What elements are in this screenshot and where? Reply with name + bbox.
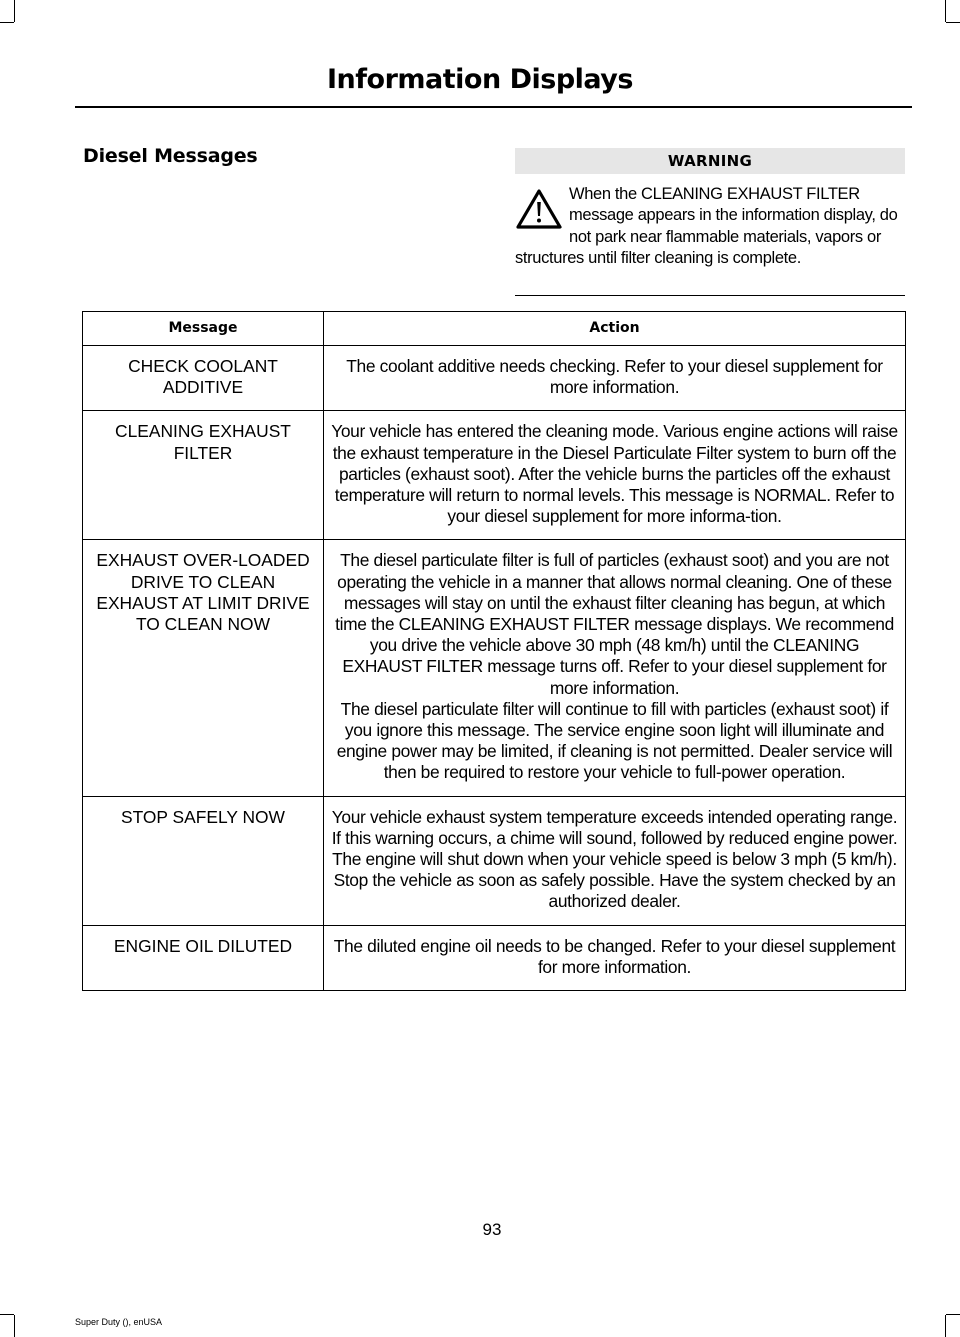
action-cell: [324, 796, 906, 925]
table-row: [83, 346, 906, 411]
diesel-messages-table: [82, 311, 906, 991]
warning-divider: [515, 295, 905, 296]
table-row: [83, 411, 906, 540]
action-cell: [324, 346, 906, 411]
crop-mark: [946, 1314, 960, 1315]
message-text: CLEANING EXHAUST FILTER: [115, 421, 291, 463]
table-header-row: [83, 312, 906, 346]
warning-label: WARNING: [515, 148, 905, 174]
table-row: [83, 925, 906, 990]
action-text: The diesel particulate filter is full of particles (exhaust soot) and you are not operating the vehicle in a manner that allows normal cleaning. One of these messages will stay on until the exhaust filter cleaning has begun, at which time the CLEANING EXHAUST FILTER message displays. We recommend you drive the vehicle above 30 mph (48 km/h) until the CLEANING EXHAUST FILTER message turns off. Refer to your diesel supplement for more information.: [335, 550, 894, 698]
page-number: 93: [482, 1220, 502, 1239]
message-cell: [83, 925, 324, 990]
crop-mark: [0, 22, 14, 23]
crop-mark: [946, 22, 960, 23]
message-text: EXHAUST AT LIMIT DRIVE TO CLEAN NOW: [96, 592, 310, 635]
message-text: EXHAUST OVER-LOADED DRIVE TO CLEAN: [96, 550, 310, 592]
message-cell: [83, 411, 324, 540]
table-row: [83, 796, 906, 925]
section-heading: Diesel Messages: [83, 145, 258, 167]
action-text: Your vehicle has entered the cleaning mode. Various engine actions will raise the exhaust temperature in the Diesel Particulate Filter system to burn off the particles (exhaust soot). After the vehicle burns the particles off the exhaust temperature will return to normal levels. This message is NORMAL. Refer to your diesel supplement for more informa-tion.: [331, 421, 898, 527]
crop-mark: [945, 0, 946, 22]
action-text: The coolant additive needs checking. Refer to your diesel supplement for more information.: [346, 356, 883, 398]
action-cell: [324, 925, 906, 990]
message-cell: [83, 346, 324, 411]
crop-mark: [0, 1314, 14, 1315]
message-cell: [83, 540, 324, 796]
warning-body: When the CLEANING EXHAUST FILTER message appears in the information display, do not park near flammable materials, vapors or structures until filter cleaning is complete.: [515, 185, 898, 268]
page-title: Information Displays: [327, 64, 633, 95]
column-header-message: Message: [83, 312, 324, 346]
crop-mark: [14, 1315, 15, 1337]
footer-edition: Super Duty (), enUSA: [75, 1317, 163, 1327]
message-text: ENGINE OIL DILUTED: [113, 935, 293, 956]
table-row: [83, 540, 906, 796]
warning-text: [515, 184, 907, 270]
column-header-action: Action: [324, 312, 906, 346]
message-cell: [83, 796, 324, 925]
crop-mark: [945, 1315, 946, 1337]
message-text: STOP SAFELY NOW: [121, 806, 285, 827]
crop-mark: [14, 0, 15, 22]
action-cell: [324, 540, 906, 796]
message-text: CHECK COOLANT ADDITIVE: [128, 356, 278, 398]
action-text: Your vehicle exhaust system temperature exceeds intended operating range. If this warning occurs, a chime will sound, followed by reduced engine power. The engine will shut down when your vehicle speed is below 3 mph (5 km/h). Stop the vehicle as soon as safely possible. Have the system checked by an authorized dealer.: [331, 806, 898, 912]
action-text: The diluted engine oil needs to be changed. Refer to your diesel supplement for more information.: [333, 935, 896, 977]
title-divider: [75, 106, 912, 108]
action-text: The diesel particulate filter will continue to fill with particles (exhaust soot) if you ignore this message. The service engine soon light will illuminate and engine power may be limited, if cleaning is not permitted. Dealer service will then be required to restore your vehicle to full-power operation.: [336, 698, 893, 783]
action-cell: [324, 411, 906, 540]
